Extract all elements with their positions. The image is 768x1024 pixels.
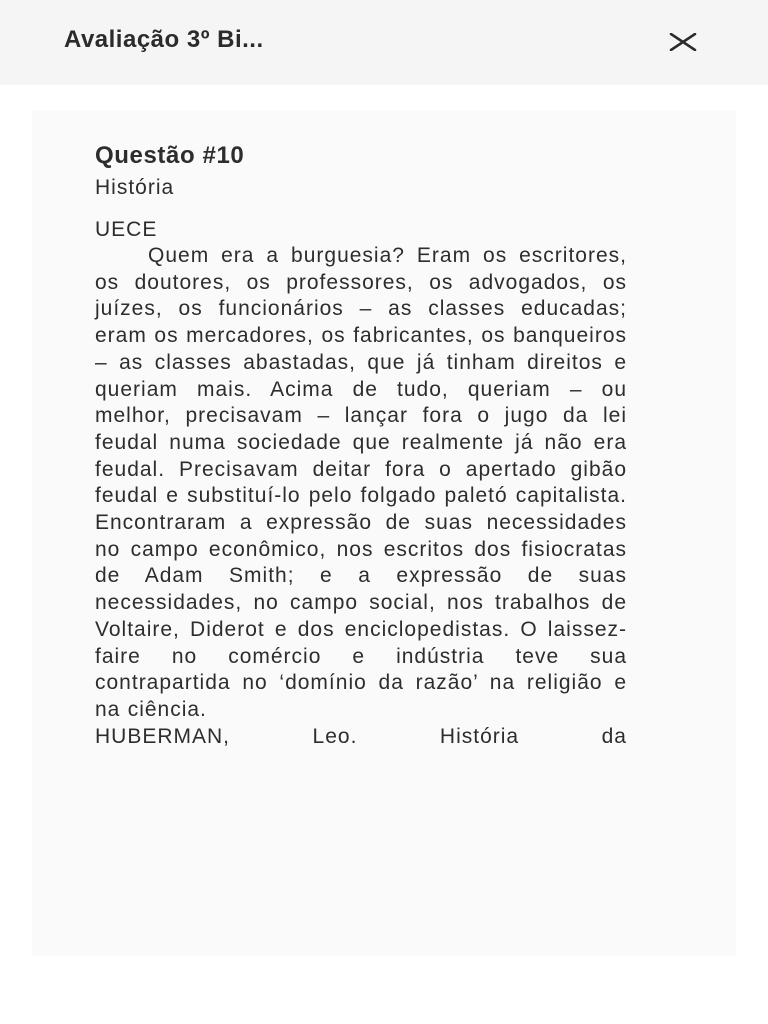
close-button[interactable] [662, 22, 704, 62]
close-icon [669, 33, 697, 51]
question-subject: História [95, 176, 175, 199]
question-source: UECE [95, 218, 158, 241]
app-header [0, 0, 768, 85]
page-title: Avaliação 3º Bi... [64, 26, 264, 53]
question-text: Quem era a burguesia? Eram os escritores, os doutores, os professores, os advogados, os juízes, os funcionários – as classes educadas; eram os mercadores, os fabricantes, os banqueiros – as classes abastadas, que já tinham direitos e queriam mais. Acima de tudo, queriam – ou melhor, precisavam – lançar fora o jugo da lei feudal numa sociedade que realmente já não era feudal. Precisavam deitar fora o apertado gibão feudal e substituí-lo pelo folgado paletó capitalista. Encontraram a expressão de suas necessidades no campo econômico, nos escritos dos fisiocratas de Adam Smith; e a expressão de suas necessidades, no campo social, nos trabalhos de Voltaire, Diderot e dos enciclopedistas. O laissez-faire no comércio e indústria teve sua contrapartida no ‘domínio da razão’ na religião e na ciência. [95, 244, 627, 721]
question-citation: HUBERMAN, Leo. História da [95, 724, 627, 748]
question-card [32, 110, 736, 956]
question-content [95, 140, 627, 750]
question-title: Questão #10 [95, 142, 245, 169]
